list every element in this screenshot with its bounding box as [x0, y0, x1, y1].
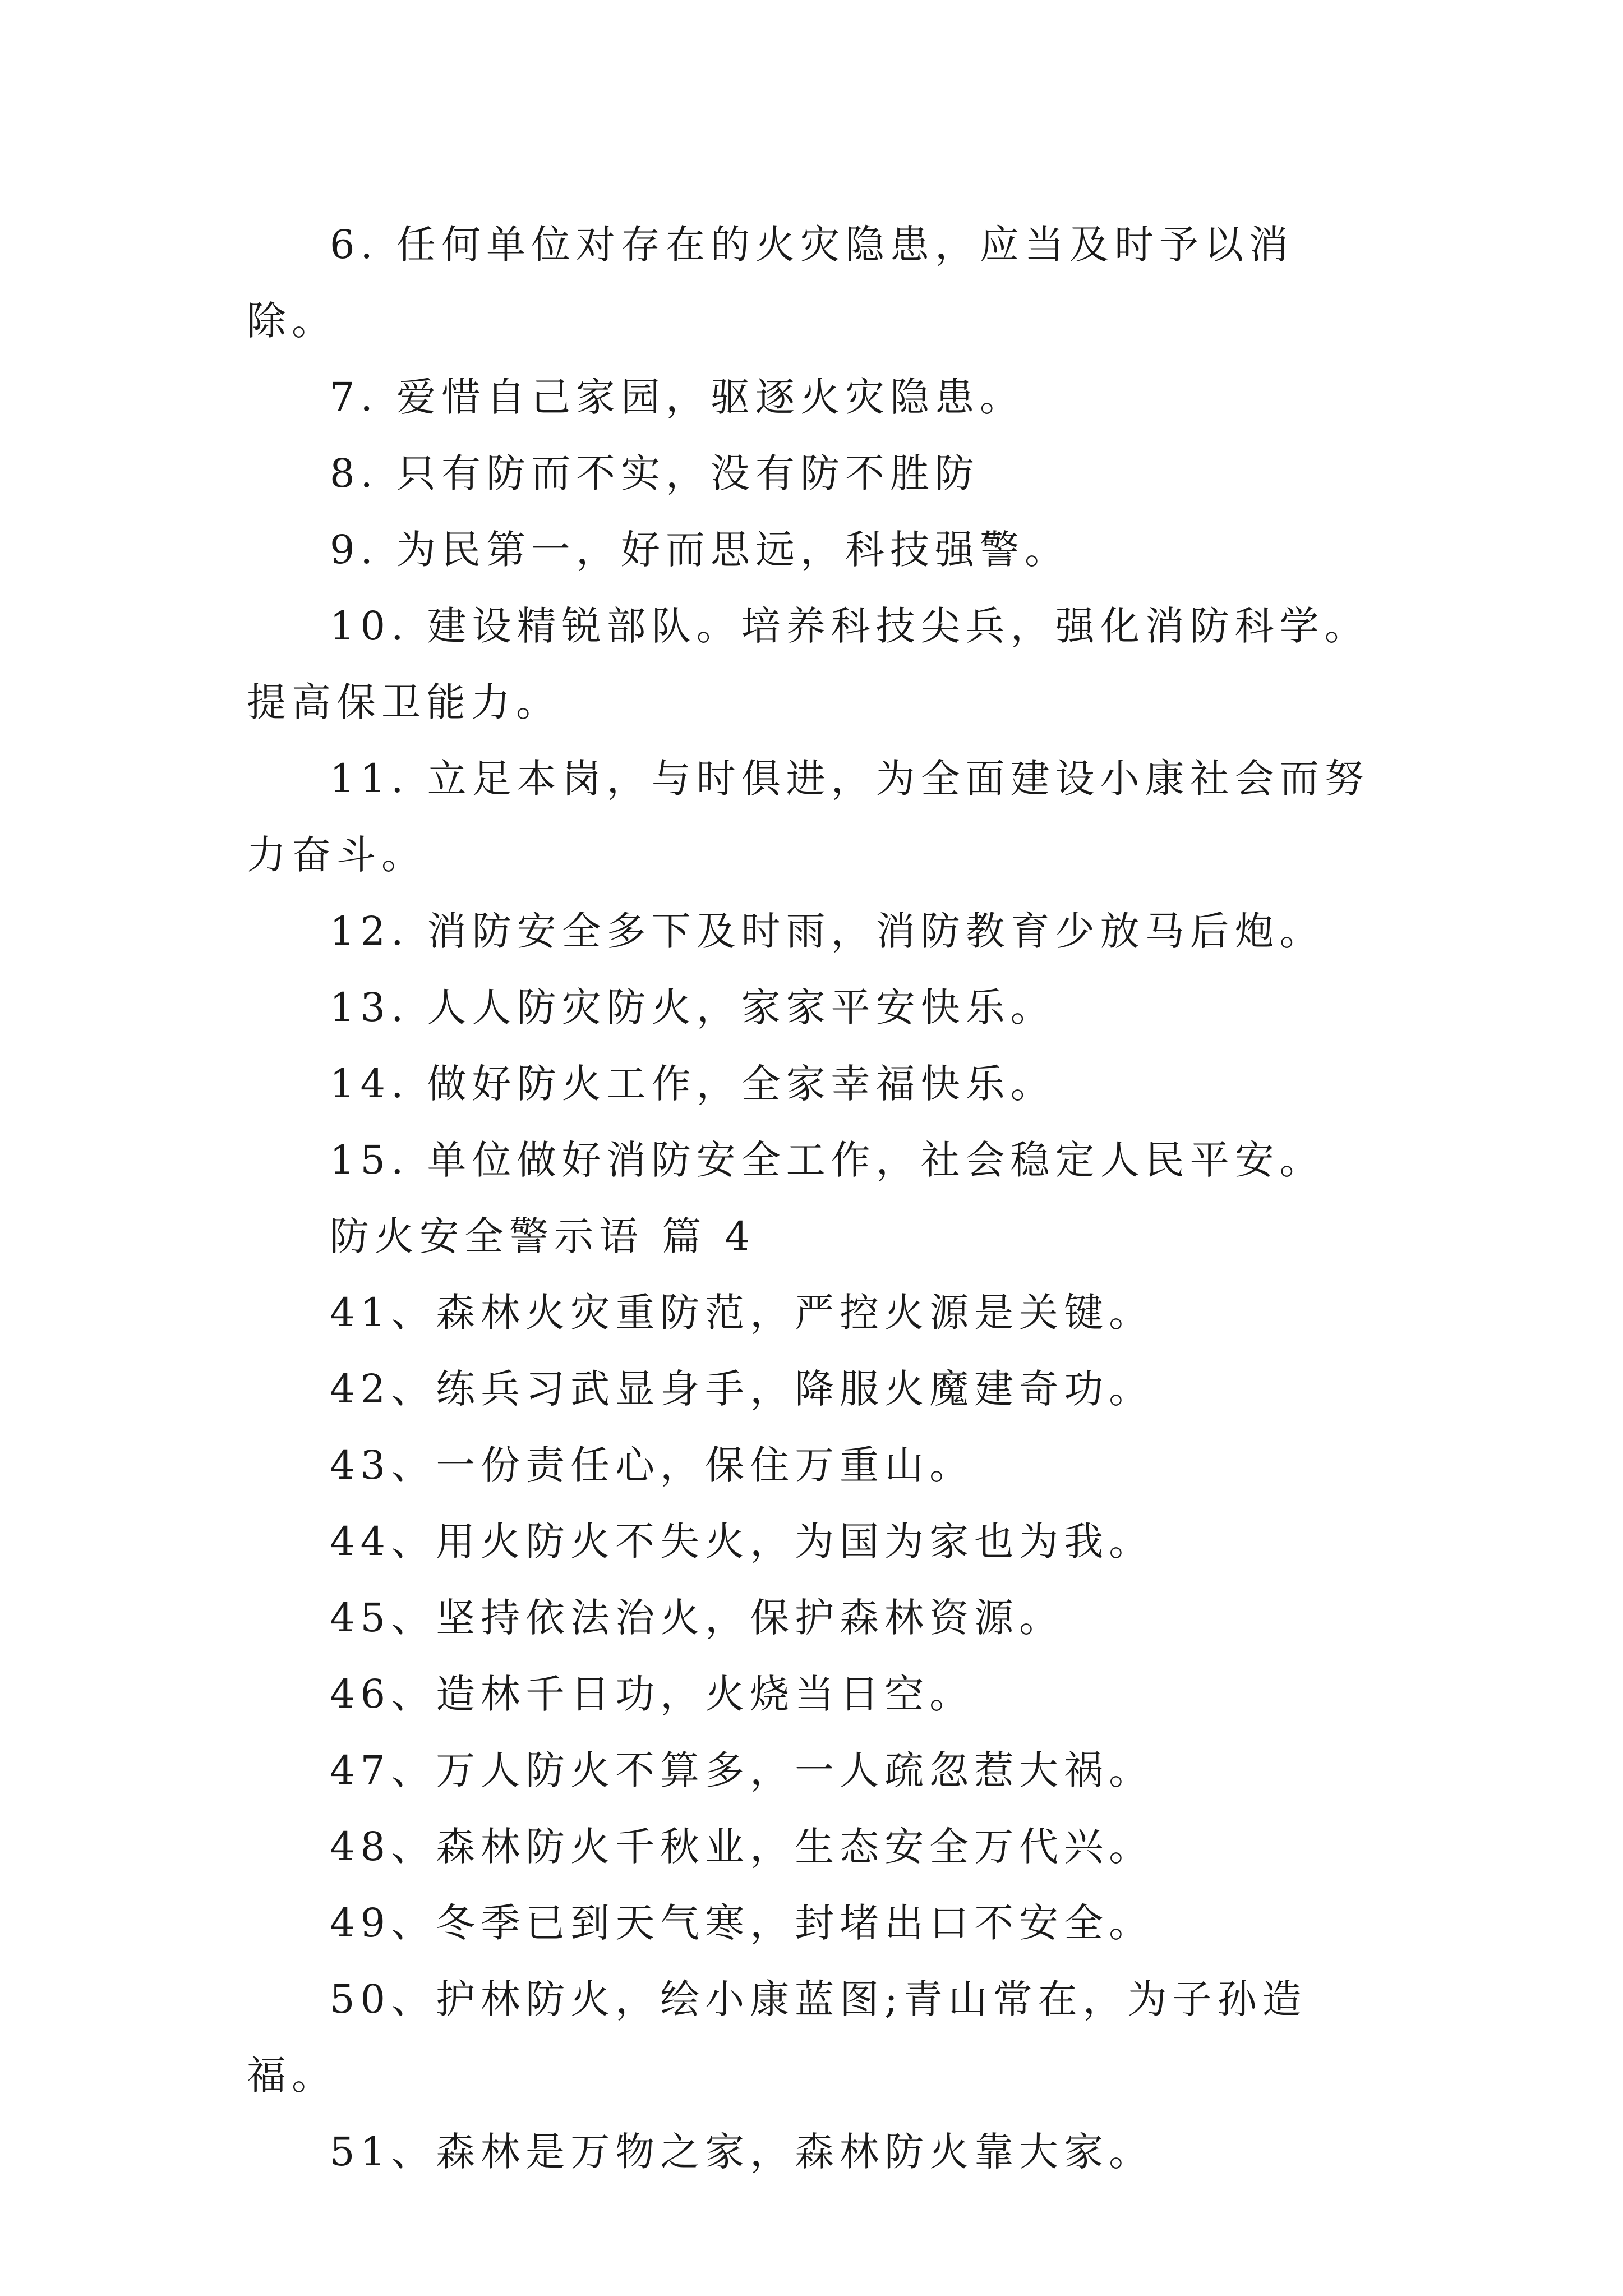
paragraph-item-14: 14. 做好防火工作，全家幸福快乐。 [330, 1061, 1055, 1107]
paragraph-item-47: 47、万人防火不算多，一人疏忽惹大祸。 [330, 1747, 1154, 1793]
paragraph-item-48: 48、森林防火千秋业，生态安全万代兴。 [330, 1824, 1154, 1870]
paragraph-item-44: 44、用火防火不失火，为国为家也为我。 [330, 1519, 1154, 1565]
paragraph-item-13: 13. 人人防灾防火，家家平安快乐。 [330, 984, 1055, 1030]
paragraph-item-8: 8. 只有防而不实，没有防不胜防 [330, 450, 980, 496]
paragraph-item-41: 41、森林火灾重防范，严控火源是关键。 [330, 1290, 1154, 1336]
paragraph-item-6: 6. 任何单位对存在的火灾隐患，应当及时予以消除。 [247, 222, 1294, 344]
section-heading: 防火安全警示语 篇 4 [330, 1213, 756, 1259]
paragraph-item-12: 12. 消防安全多下及时雨，消防教育少放马后炮。 [330, 908, 1325, 954]
paragraph-item-45: 45、坚持依法治火，保护森林资源。 [330, 1595, 1064, 1641]
document-body [247, 206, 1380, 2190]
paragraph-item-9: 9. 为民第一，好而思远，科技强警。 [330, 527, 1070, 573]
paragraph-item-51: 51、森林是万物之家，森林防火靠大家。 [330, 2129, 1154, 2175]
paragraph-item-15: 15. 单位做好消防安全工作，社会稳定人民平安。 [330, 1137, 1325, 1183]
paragraph-item-50: 50、护林防火，绘小康蓝图;青山常在，为子孙造福。 [247, 1976, 1307, 2099]
paragraph-item-7: 7. 爱惜自己家园，驱逐火灾隐患。 [330, 374, 1025, 420]
paragraph-item-10: 10. 建设精锐部队。培养科技尖兵，强化消防科学。提高保卫能力。 [247, 603, 1370, 725]
paragraph-item-42: 42、练兵习武显身手，降服火魔建奇功。 [330, 1366, 1154, 1412]
paragraph-item-49: 49、冬季已到天气寒，封堵出口不安全。 [330, 1900, 1154, 1946]
paragraph-item-46: 46、造林千日功，火烧当日空。 [330, 1671, 975, 1717]
paragraph-item-11: 11. 立足本岗，与时俱进，为全面建设小康社会而努力奋斗。 [247, 756, 1370, 878]
paragraph-item-43: 43、一份责任心，保住万重山。 [330, 1442, 975, 1488]
